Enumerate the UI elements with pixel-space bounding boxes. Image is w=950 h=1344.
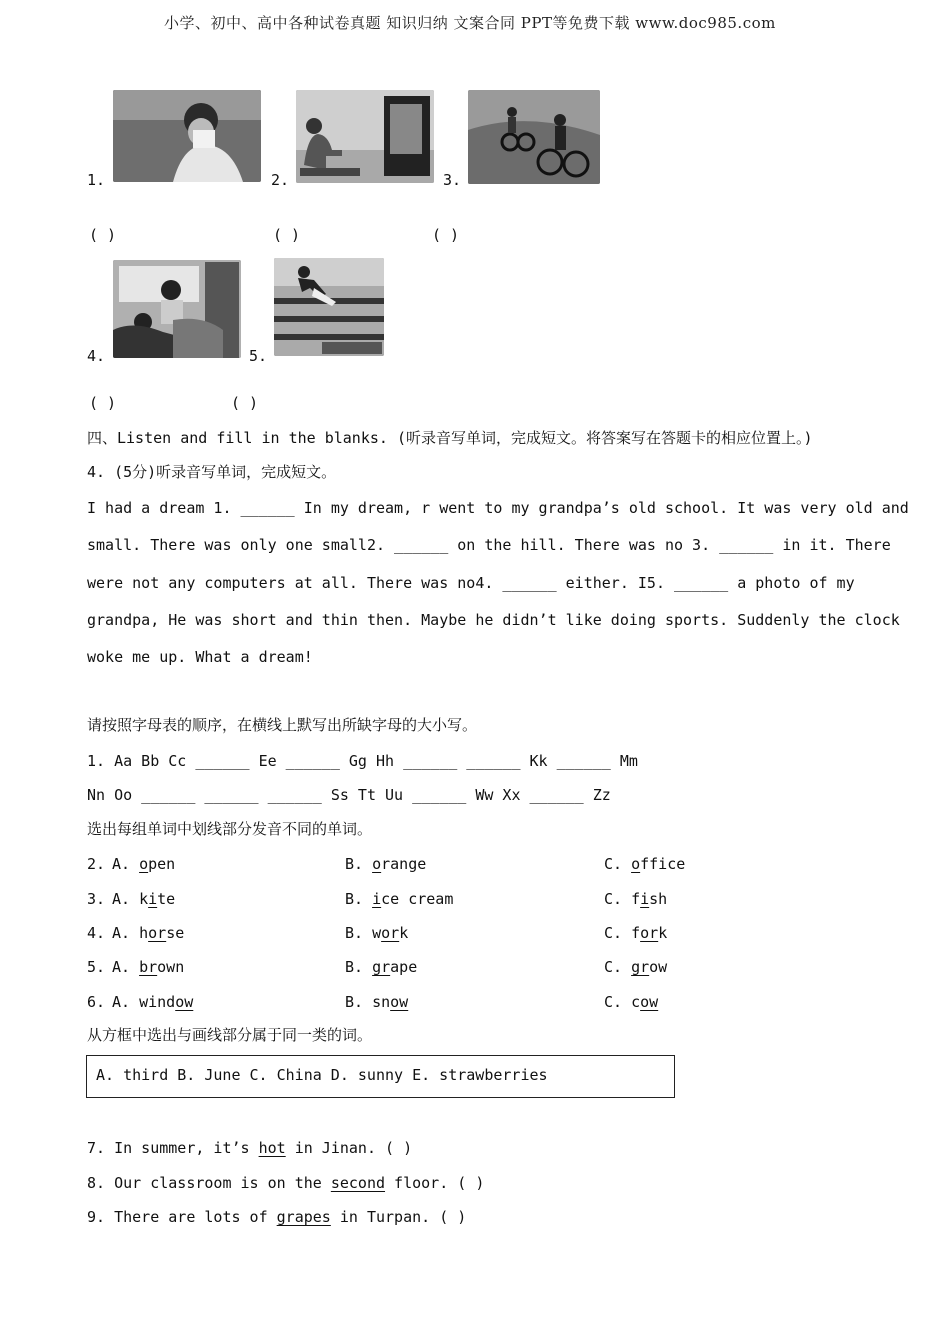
phonics-option-b[interactable]	[345, 923, 408, 943]
option-letter: B.	[345, 958, 364, 976]
option-letter: B.	[345, 855, 364, 873]
alphabet-line: Nn Oo ______ ______ ______ Ss Tt Uu ______ Ww Xx ______ Zz	[87, 786, 611, 804]
underlined-part: i	[148, 890, 158, 908]
option-letter: A.	[112, 855, 131, 873]
option-letter: C.	[604, 890, 623, 908]
phonics-option-b[interactable]	[345, 957, 417, 977]
phonics-row: 4.	[87, 924, 106, 942]
passage-line: grandpa, He was short and thin then. Maybe he didn’t like doing sports. Suddenly the clock	[87, 611, 900, 629]
people-in-car-picture	[113, 260, 241, 358]
picture-number: 3.	[443, 171, 462, 189]
phonics-option-c[interactable]	[604, 854, 685, 874]
underlined-part: ow	[175, 993, 194, 1011]
category-question: 7. In summer, it’s hot in Jinan. ( )	[87, 1139, 413, 1157]
phonics-row: 3.	[87, 890, 106, 908]
underlined-part: o	[372, 855, 382, 873]
options-text: A. third B. June C. China D. sunny E. strawberries	[96, 1066, 548, 1084]
word-part: se	[166, 924, 185, 942]
word-part: sh	[649, 890, 668, 908]
underlined-part: o	[631, 855, 641, 873]
underlined-word: second	[330, 1174, 386, 1192]
phonics-option-a[interactable]	[112, 854, 175, 874]
alphabet-line: 1. Aa Bb Cc ______ Ee ______ Gg Hh ______ ______ Kk ______ Mm	[87, 752, 638, 770]
word-part: ow	[649, 958, 668, 976]
phonics-option-b[interactable]	[345, 889, 453, 909]
picture-number: 5.	[249, 347, 268, 365]
phonics-option-c[interactable]	[604, 957, 667, 977]
phonics-row: 6.	[87, 993, 106, 1011]
word-part: k	[658, 924, 668, 942]
word-part: w	[372, 924, 382, 942]
underlined-part: br	[139, 958, 158, 976]
underlined-part: or	[640, 924, 659, 942]
answer-blank[interactable]: ( )	[231, 394, 259, 412]
answer-blank[interactable]: ( )	[432, 226, 460, 244]
passage-line: I had a dream 1. ______ In my dream, r went to my grandpa’s old school. It was very old and	[87, 499, 909, 517]
picture-number: 2.	[271, 171, 290, 189]
category-instruction: 从方框中选出与画线部分属于同一类的词。	[87, 1026, 373, 1044]
word-part: pen	[148, 855, 176, 873]
underlined-word: hot	[258, 1139, 286, 1157]
word-part: k	[399, 924, 409, 942]
underlined-part: ow	[640, 993, 659, 1011]
option-letter: C.	[604, 958, 623, 976]
option-letter: B.	[345, 924, 364, 942]
answer-blank[interactable]: ( )	[89, 394, 117, 412]
options-box	[86, 1055, 675, 1098]
answer-blank[interactable]: ( )	[89, 226, 117, 244]
option-letter: A.	[112, 993, 131, 1011]
picture-number: 4.	[87, 347, 106, 365]
category-question: 9. There are lots of grapes in Turpan. ( )	[87, 1208, 467, 1226]
word-part: sn	[372, 993, 391, 1011]
option-letter: A.	[112, 924, 131, 942]
word-part: h	[139, 924, 149, 942]
passage-line: were not any computers at all. There was no4. ______ either. I5. ______ a photo of my	[87, 574, 855, 592]
word-part: f	[631, 890, 641, 908]
phonics-option-a[interactable]	[112, 889, 175, 909]
underlined-word: grapes	[276, 1208, 331, 1226]
word-part: ffice	[640, 855, 686, 873]
phonics-option-c[interactable]	[604, 889, 667, 909]
section-title: 四、Listen and fill in the blanks. (听录音写单词，完成短文。将答案写在答题卡的相应位置上。)	[87, 429, 813, 447]
category-question: 8. Our classroom is on the second floor. ( )	[87, 1174, 485, 1192]
phonics-option-b[interactable]	[345, 854, 426, 874]
phonics-option-a[interactable]	[112, 992, 193, 1012]
option-letter: A.	[112, 958, 131, 976]
word-part: f	[631, 924, 641, 942]
kids-riding-bikes-picture	[468, 90, 600, 184]
phonics-option-a[interactable]	[112, 957, 184, 977]
word-part: ce cream	[381, 890, 454, 908]
underlined-part: gr	[372, 958, 391, 976]
phonics-option-c[interactable]	[604, 923, 667, 943]
passage-line: small. There was only one small2. ______ on the hill. There was no 3. ______ in it. There	[87, 536, 891, 554]
word-part: range	[381, 855, 427, 873]
underlined-part: i	[640, 890, 650, 908]
boy-running-hurdles-picture	[274, 258, 384, 356]
alphabet-instruction: 请按照字母表的顺序，在横线上默写出所缺字母的大小写。	[87, 716, 478, 734]
page-header: 小学、初中、高中各种试卷真题 知识归纳 文案合同 PPT等免费下载 www.doc985.com	[164, 14, 776, 32]
underlined-part: gr	[631, 958, 650, 976]
option-letter: C.	[604, 924, 623, 942]
option-letter: B.	[345, 890, 364, 908]
answer-blank[interactable]: ( )	[273, 226, 301, 244]
word-part: own	[157, 958, 185, 976]
option-letter: C.	[604, 993, 623, 1011]
option-letter: B.	[345, 993, 364, 1011]
phonics-row: 2.	[87, 855, 106, 873]
phonics-option-a[interactable]	[112, 923, 184, 943]
girl-watching-tv-picture	[296, 90, 434, 183]
option-letter: C.	[604, 855, 623, 873]
underlined-part: o	[139, 855, 149, 873]
passage-line: woke me up. What a dream!	[87, 648, 313, 666]
underlined-part: or	[148, 924, 167, 942]
boy-sneezing-picture	[113, 90, 261, 182]
word-part: c	[631, 993, 641, 1011]
underlined-part: or	[381, 924, 400, 942]
phonics-option-b[interactable]	[345, 992, 408, 1012]
phonics-option-c[interactable]	[604, 992, 658, 1012]
phonics-instruction: 选出每组单词中划线部分发音不同的单词。	[87, 820, 373, 838]
option-letter: A.	[112, 890, 131, 908]
picture-number: 1.	[87, 171, 106, 189]
word-part: ape	[390, 958, 418, 976]
word-part: k	[139, 890, 149, 908]
word-part: wind	[139, 993, 176, 1011]
phonics-row: 5.	[87, 958, 106, 976]
underlined-part: ow	[390, 993, 409, 1011]
underlined-part: i	[372, 890, 382, 908]
word-part: te	[157, 890, 176, 908]
question-heading: 4. (5分)听录音写单词，完成短文。	[87, 463, 337, 481]
